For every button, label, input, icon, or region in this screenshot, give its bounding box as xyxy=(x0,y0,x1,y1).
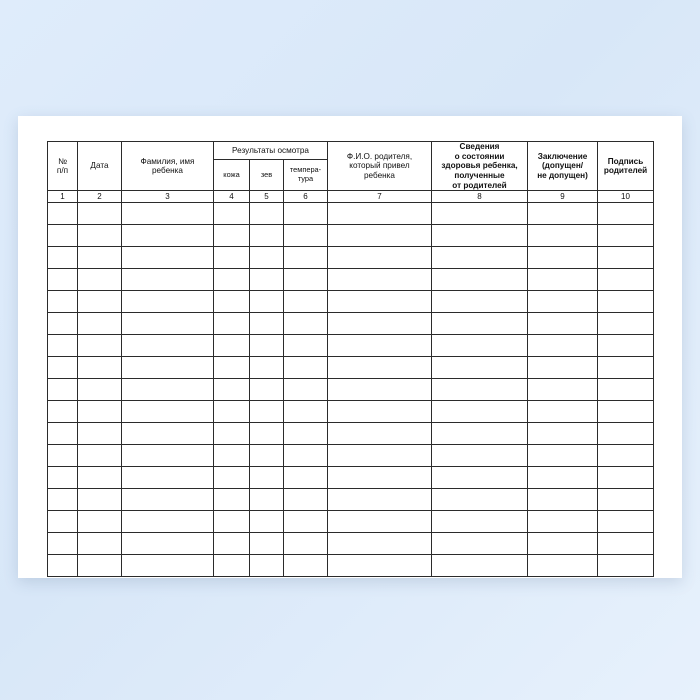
table-cell[interactable] xyxy=(598,467,654,489)
table-cell[interactable] xyxy=(528,291,598,313)
table-cell[interactable] xyxy=(122,489,214,511)
table-cell[interactable] xyxy=(284,401,328,423)
column-number-8: 8 xyxy=(432,191,528,203)
table-cell[interactable] xyxy=(528,269,598,291)
table-cell[interactable] xyxy=(284,357,328,379)
table-row[interactable] xyxy=(48,489,654,511)
table-cell[interactable] xyxy=(250,291,284,313)
table-cell[interactable] xyxy=(78,379,122,401)
header-throat: зев xyxy=(250,160,284,191)
table-cell[interactable] xyxy=(432,379,528,401)
column-number-3: 3 xyxy=(122,191,214,203)
table-cell[interactable] xyxy=(214,247,250,269)
table-cell[interactable] xyxy=(528,489,598,511)
table-cell[interactable] xyxy=(598,401,654,423)
table-cell[interactable] xyxy=(328,225,432,247)
table-cell[interactable] xyxy=(122,335,214,357)
table-cell[interactable] xyxy=(432,313,528,335)
table-cell[interactable] xyxy=(432,467,528,489)
header-temperature-line1: темпера- xyxy=(289,165,322,175)
column-number-5: 5 xyxy=(250,191,284,203)
table-cell[interactable] xyxy=(432,445,528,467)
table-cell[interactable] xyxy=(48,203,78,225)
table-row[interactable] xyxy=(48,313,654,335)
table-row[interactable] xyxy=(48,291,654,313)
table-cell[interactable] xyxy=(432,511,528,533)
table-cell[interactable] xyxy=(48,423,78,445)
table-cell[interactable] xyxy=(122,555,214,577)
table-cell[interactable] xyxy=(214,269,250,291)
table-cell[interactable] xyxy=(250,269,284,291)
header-parent-name-line1: Ф.И.О. родителя, xyxy=(346,151,413,161)
table-cell[interactable] xyxy=(214,379,250,401)
column-number-10: 10 xyxy=(598,191,654,203)
table-cell[interactable] xyxy=(122,357,214,379)
table-cell[interactable] xyxy=(432,335,528,357)
table-cell[interactable] xyxy=(78,445,122,467)
table-cell[interactable] xyxy=(250,533,284,555)
table-cell[interactable] xyxy=(122,247,214,269)
table-cell[interactable] xyxy=(284,225,328,247)
table-cell[interactable] xyxy=(214,401,250,423)
header-number-line2: п/п xyxy=(56,166,69,176)
column-number-row xyxy=(48,191,654,203)
header-date: Дата xyxy=(78,142,122,191)
table-cell[interactable] xyxy=(122,225,214,247)
journal-table-container xyxy=(47,141,653,555)
table-cell[interactable] xyxy=(122,313,214,335)
table-cell[interactable] xyxy=(48,247,78,269)
table-cell[interactable] xyxy=(48,467,78,489)
header-signature-line2: родителей xyxy=(603,166,648,176)
table-cell[interactable] xyxy=(328,247,432,269)
header-health-info-line2: о состоянии xyxy=(454,151,505,161)
table-cell[interactable] xyxy=(48,313,78,335)
table-cell[interactable] xyxy=(250,555,284,577)
header-health-info xyxy=(432,142,528,191)
header-child-name-line1: Фамилия, имя xyxy=(140,156,195,166)
table-cell[interactable] xyxy=(214,357,250,379)
header-skin: кожа xyxy=(214,160,250,191)
table-cell[interactable] xyxy=(284,313,328,335)
table-row[interactable] xyxy=(48,555,654,577)
table-cell[interactable] xyxy=(250,445,284,467)
table-cell[interactable] xyxy=(284,467,328,489)
table-cell[interactable] xyxy=(214,489,250,511)
table-cell[interactable] xyxy=(284,291,328,313)
table-cell[interactable] xyxy=(432,423,528,445)
table-cell[interactable] xyxy=(122,511,214,533)
table-cell[interactable] xyxy=(78,269,122,291)
table-cell[interactable] xyxy=(598,225,654,247)
table-cell[interactable] xyxy=(598,489,654,511)
table-cell[interactable] xyxy=(78,401,122,423)
header-conclusion-line2: (допущен/ xyxy=(541,161,584,171)
paper-sheet xyxy=(18,116,682,578)
table-cell[interactable] xyxy=(48,335,78,357)
table-cell[interactable] xyxy=(528,533,598,555)
table-cell[interactable] xyxy=(432,247,528,269)
table-cell[interactable] xyxy=(598,247,654,269)
table-cell[interactable] xyxy=(598,445,654,467)
table-cell[interactable] xyxy=(122,423,214,445)
table-cell[interactable] xyxy=(122,291,214,313)
table-cell[interactable] xyxy=(528,423,598,445)
table-cell[interactable] xyxy=(528,445,598,467)
table-cell[interactable] xyxy=(214,313,250,335)
table-cell[interactable] xyxy=(250,357,284,379)
table-cell[interactable] xyxy=(250,489,284,511)
table-cell[interactable] xyxy=(432,291,528,313)
table-cell[interactable] xyxy=(214,291,250,313)
table-cell[interactable] xyxy=(284,555,328,577)
header-number-line1: № xyxy=(58,156,67,166)
table-cell[interactable] xyxy=(214,203,250,225)
table-cell[interactable] xyxy=(598,313,654,335)
column-number-6: 6 xyxy=(284,191,328,203)
table-cell[interactable] xyxy=(48,357,78,379)
table-cell[interactable] xyxy=(328,489,432,511)
table-row[interactable] xyxy=(48,423,654,445)
table-cell[interactable] xyxy=(528,555,598,577)
table-row[interactable] xyxy=(48,379,654,401)
table-cell[interactable] xyxy=(48,555,78,577)
table-cell[interactable] xyxy=(48,379,78,401)
table-row[interactable] xyxy=(48,225,654,247)
column-number-9: 9 xyxy=(528,191,598,203)
column-number-7: 7 xyxy=(328,191,432,203)
table-cell[interactable] xyxy=(214,555,250,577)
table-cell[interactable] xyxy=(250,203,284,225)
table-cell[interactable] xyxy=(122,379,214,401)
column-number-1: 1 xyxy=(48,191,78,203)
header-health-info-line5: от родителей xyxy=(452,180,507,190)
table-row[interactable] xyxy=(48,467,654,489)
table-cell[interactable] xyxy=(78,423,122,445)
table-cell[interactable] xyxy=(328,445,432,467)
table-cell[interactable] xyxy=(78,489,122,511)
table-cell[interactable] xyxy=(122,533,214,555)
journal-table-body xyxy=(48,203,654,577)
table-cell[interactable] xyxy=(328,203,432,225)
table-cell[interactable] xyxy=(528,511,598,533)
table-cell[interactable] xyxy=(328,291,432,313)
table-cell[interactable] xyxy=(432,225,528,247)
table-cell[interactable] xyxy=(328,335,432,357)
header-health-info-line4: полученные xyxy=(454,171,505,181)
table-cell[interactable] xyxy=(48,225,78,247)
table-row[interactable] xyxy=(48,335,654,357)
table-row[interactable] xyxy=(48,357,654,379)
table-cell[interactable] xyxy=(284,445,328,467)
table-row[interactable] xyxy=(48,445,654,467)
header-health-info-line3: здоровья ребенка, xyxy=(441,161,518,171)
header-row-top xyxy=(48,142,654,160)
table-cell[interactable] xyxy=(328,379,432,401)
table-cell[interactable] xyxy=(284,247,328,269)
table-cell[interactable] xyxy=(122,401,214,423)
table-cell[interactable] xyxy=(284,379,328,401)
table-cell[interactable] xyxy=(214,225,250,247)
table-cell[interactable] xyxy=(214,467,250,489)
header-exam-results: Результаты осмотра xyxy=(214,142,328,160)
table-cell[interactable] xyxy=(78,203,122,225)
table-row[interactable] xyxy=(48,247,654,269)
table-cell[interactable] xyxy=(284,511,328,533)
table-cell[interactable] xyxy=(432,533,528,555)
table-cell[interactable] xyxy=(48,401,78,423)
table-cell[interactable] xyxy=(528,247,598,269)
table-cell[interactable] xyxy=(250,225,284,247)
table-cell[interactable] xyxy=(250,467,284,489)
table-cell[interactable] xyxy=(284,489,328,511)
header-health-info-line1: Сведения xyxy=(459,142,500,151)
table-cell[interactable] xyxy=(214,335,250,357)
table-cell[interactable] xyxy=(328,423,432,445)
table-cell[interactable] xyxy=(250,401,284,423)
header-child-name xyxy=(122,142,214,191)
journal-table xyxy=(47,141,654,577)
table-cell[interactable] xyxy=(78,225,122,247)
header-conclusion xyxy=(528,142,598,191)
table-cell[interactable] xyxy=(598,555,654,577)
table-cell[interactable] xyxy=(214,511,250,533)
table-cell[interactable] xyxy=(528,203,598,225)
header-signature-line1: Подпись xyxy=(607,156,644,166)
table-cell[interactable] xyxy=(598,335,654,357)
table-cell[interactable] xyxy=(528,379,598,401)
table-cell[interactable] xyxy=(432,489,528,511)
table-cell[interactable] xyxy=(528,335,598,357)
header-signature xyxy=(598,142,654,191)
table-cell[interactable] xyxy=(598,511,654,533)
table-cell[interactable] xyxy=(250,423,284,445)
header-parent-name-line3: ребенка xyxy=(363,171,395,181)
table-row[interactable] xyxy=(48,203,654,225)
header-parent-name-line2: который привел xyxy=(349,161,410,171)
table-row[interactable] xyxy=(48,511,654,533)
table-cell[interactable] xyxy=(48,511,78,533)
table-cell[interactable] xyxy=(214,445,250,467)
table-cell[interactable] xyxy=(528,467,598,489)
header-conclusion-line3: не допущен) xyxy=(537,171,588,181)
table-cell[interactable] xyxy=(528,313,598,335)
table-cell[interactable] xyxy=(122,445,214,467)
table-cell[interactable] xyxy=(214,533,250,555)
table-cell[interactable] xyxy=(432,203,528,225)
table-cell[interactable] xyxy=(78,335,122,357)
table-cell[interactable] xyxy=(250,379,284,401)
header-number xyxy=(48,142,78,191)
table-cell[interactable] xyxy=(250,247,284,269)
table-cell[interactable] xyxy=(328,401,432,423)
table-cell[interactable] xyxy=(78,291,122,313)
table-cell[interactable] xyxy=(598,291,654,313)
table-cell[interactable] xyxy=(122,269,214,291)
header-parent-name xyxy=(328,142,432,191)
table-cell[interactable] xyxy=(328,511,432,533)
table-cell[interactable] xyxy=(432,357,528,379)
table-cell[interactable] xyxy=(432,269,528,291)
table-cell[interactable] xyxy=(284,269,328,291)
table-cell[interactable] xyxy=(284,335,328,357)
table-cell[interactable] xyxy=(528,357,598,379)
table-cell[interactable] xyxy=(214,423,250,445)
table-cell[interactable] xyxy=(528,225,598,247)
header-temperature-line2: тура xyxy=(297,174,314,184)
table-cell[interactable] xyxy=(48,269,78,291)
table-cell[interactable] xyxy=(328,313,432,335)
table-row[interactable] xyxy=(48,533,654,555)
header-conclusion-line1: Заключение xyxy=(537,151,588,161)
table-cell[interactable] xyxy=(48,291,78,313)
table-cell[interactable] xyxy=(598,203,654,225)
table-cell[interactable] xyxy=(328,269,432,291)
table-cell[interactable] xyxy=(78,511,122,533)
table-cell[interactable] xyxy=(48,533,78,555)
table-cell[interactable] xyxy=(122,203,214,225)
table-cell[interactable] xyxy=(284,533,328,555)
table-cell[interactable] xyxy=(48,445,78,467)
table-cell[interactable] xyxy=(78,533,122,555)
table-cell[interactable] xyxy=(432,555,528,577)
table-cell[interactable] xyxy=(432,401,528,423)
table-cell[interactable] xyxy=(598,533,654,555)
table-cell[interactable] xyxy=(250,335,284,357)
table-cell[interactable] xyxy=(328,467,432,489)
table-cell[interactable] xyxy=(328,357,432,379)
table-cell[interactable] xyxy=(284,423,328,445)
table-cell[interactable] xyxy=(78,313,122,335)
table-cell[interactable] xyxy=(328,533,432,555)
table-cell[interactable] xyxy=(328,555,432,577)
table-cell[interactable] xyxy=(528,401,598,423)
table-cell[interactable] xyxy=(250,511,284,533)
table-cell[interactable] xyxy=(48,489,78,511)
table-cell[interactable] xyxy=(122,467,214,489)
column-number-4: 4 xyxy=(214,191,250,203)
table-cell[interactable] xyxy=(78,247,122,269)
table-cell[interactable] xyxy=(598,269,654,291)
header-child-name-line2: ребенка xyxy=(151,166,183,176)
table-cell[interactable] xyxy=(250,313,284,335)
table-cell[interactable] xyxy=(78,467,122,489)
table-cell[interactable] xyxy=(598,379,654,401)
table-cell[interactable] xyxy=(598,423,654,445)
table-row[interactable] xyxy=(48,269,654,291)
header-temperature xyxy=(284,160,328,191)
table-cell[interactable] xyxy=(598,357,654,379)
table-row[interactable] xyxy=(48,401,654,423)
table-cell[interactable] xyxy=(78,357,122,379)
column-number-2: 2 xyxy=(78,191,122,203)
table-cell[interactable] xyxy=(78,555,122,577)
table-cell[interactable] xyxy=(284,203,328,225)
